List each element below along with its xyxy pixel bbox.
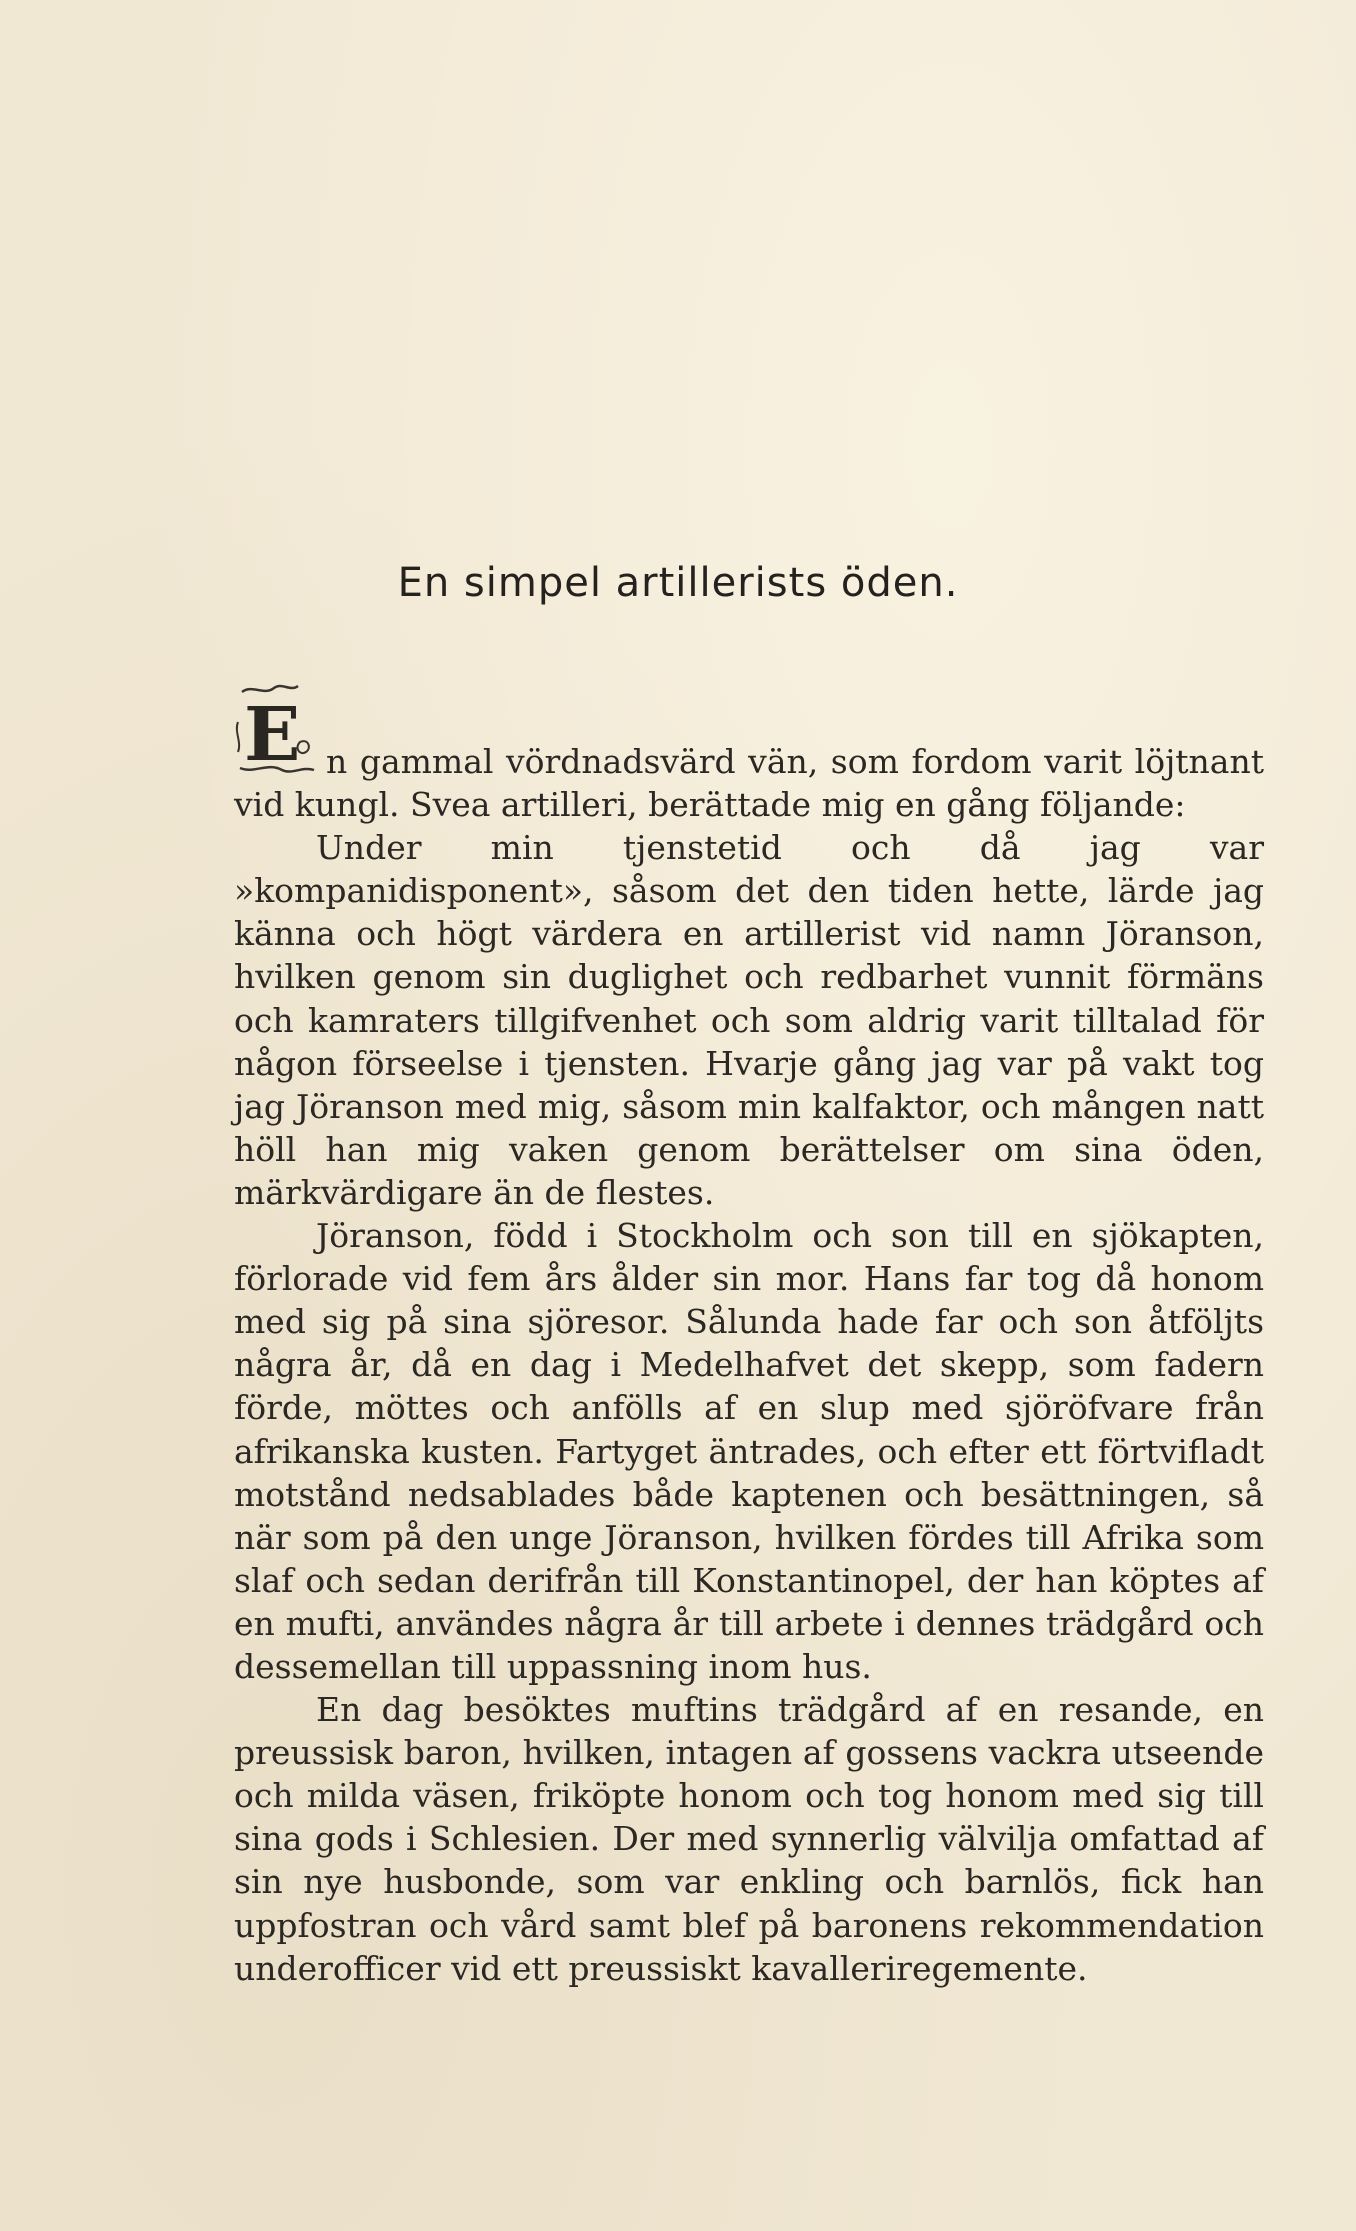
paragraph-3: Jöranson, född i Stockholm och son till en sjökapten, förlorade vid fem års ålder sin mor. Hans far tog då honom med sig på sina sjöresor. Sålunda hade far och son åtföljts några år, då en dag i Medelhafvet det skepp, som fadern förde, möttes och anfölls af en slup med sjöröfvare från afrikanska kusten. Fartyget äntrades, och efter ett förtvifladt motstånd nedsablades både kaptenen och besättningen, så när som på den unge Jöranson, hvilken fördes till Afrika som slaf och sedan derifrån till Konstantinopel, der han köptes af en mufti, användes några år till arbete i dennes trädgård och dessemellan till uppassning inom hus. (234, 1216, 1264, 1686)
paragraph-1 (234, 692, 1264, 826)
drop-cap-letter: E (244, 692, 301, 778)
paragraph-4: En dag besöktes muftins trädgård af en resande, en preussisk baron, hvilken, intagen af gossens vackra utseende och milda väsen, friköpte honom och tog honom med sig till sina gods i Schlesien. Der med synnerlig välvilja omfattad af sin nye husbonde, som var enkling och barnlös, fick han uppfostran och vård samt blef på baronens rekommendation underofficer vid ett preussiskt kavalleriregemente. (234, 1690, 1264, 1988)
chapter-title: En simpel artillerists öden. (397, 560, 959, 606)
ornamental-drop-cap (234, 682, 320, 778)
paragraph-2: Under min tjenstetid och då jag var »kompanidisponent», såsom det den tiden hette, lärde jag känna och högt värdera en artillerist vid namn Jöranson, hvilken genom sin duglighet och redbarhet vunnit förmäns och kamraters tillgifvenhet och som aldrig varit tilltalad för någon förseelse i tjensten. Hvarje gång jag var på vakt tog jag Jöranson med mig, såsom min kalfaktor, och mången natt höll han mig vaken genom berättelser om sina öden, märkvärdigare än de flestes. (234, 828, 1264, 1212)
chapter-body (234, 692, 1264, 1990)
paragraph-1-text: n gammal vördnadsvärd vän, som fordom varit löjtnant vid kungl. Svea artilleri, berättade mig en gång följande: (234, 742, 1264, 825)
